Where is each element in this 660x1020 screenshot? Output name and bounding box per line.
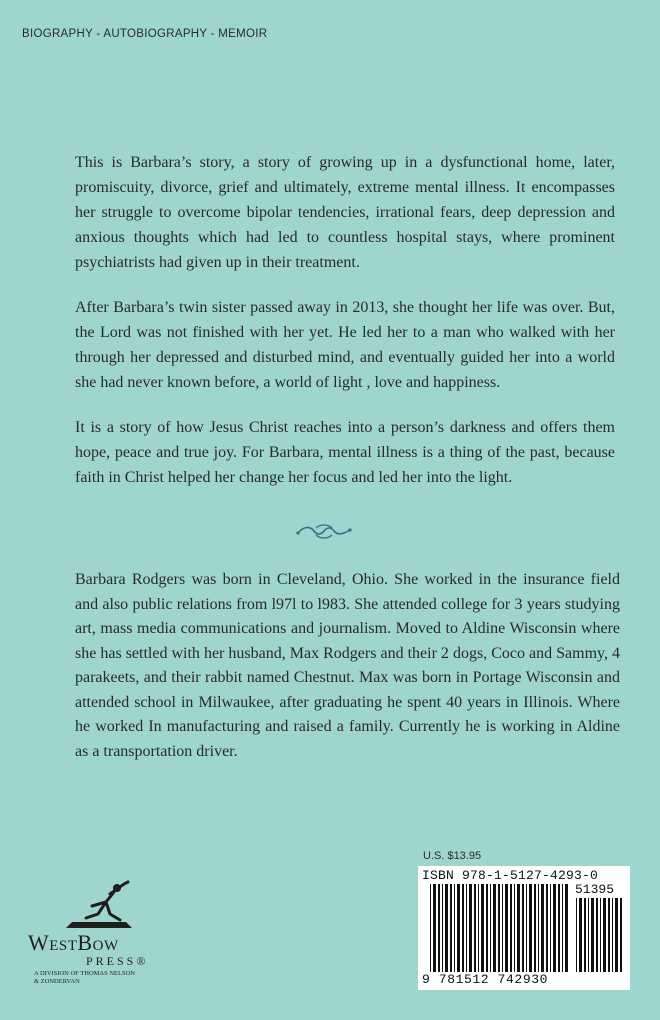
barcode-bar (546, 884, 548, 972)
barcode-bar (498, 884, 500, 972)
barcode-bar (558, 884, 560, 972)
barcode-bar (534, 884, 536, 972)
barcode-bar (445, 884, 448, 972)
author-bio (75, 568, 620, 764)
isbn-text: ISBN 978-1-5127-4293-0 (422, 868, 599, 883)
barcode-bar (600, 898, 601, 972)
barcode-bar (442, 884, 443, 972)
barcode-bar (474, 884, 476, 972)
barcode-bar (526, 884, 527, 972)
publisher-division-line-2: & ZONDERVAN (34, 978, 80, 985)
flourish-ornament-icon (294, 522, 354, 542)
blurb-paragraph-3: It is a story of how Jesus Christ reaches into a person’s darkness and offers them hope, peace and true joy. For Barbara, mental illness is a thing of the past, because faith in Christ helped her change her focus and led her into the light. (75, 419, 615, 486)
barcode-bar (433, 884, 436, 972)
barcode-bar (493, 884, 496, 972)
barcode-bar (550, 884, 551, 972)
price-addon-text: 51395 (575, 882, 615, 897)
price-label: U.S. $13.95 (423, 850, 482, 862)
barcode-bar (538, 884, 539, 972)
barcode-bar (596, 898, 598, 972)
barcode-bar (505, 884, 508, 972)
barcode-bar (615, 898, 618, 972)
barcode-bar (466, 884, 467, 972)
barcode-bar (462, 884, 464, 972)
barcode-bar (579, 898, 582, 972)
barcode-addon-bars (576, 898, 624, 972)
barcode-bar (469, 884, 472, 972)
barcode-bar (529, 884, 532, 972)
barcode-bar (450, 884, 452, 972)
blurb (75, 150, 615, 510)
publisher-division (34, 970, 174, 986)
barcode-bar (576, 898, 577, 972)
barcode-bar (481, 884, 484, 972)
barcode-bar (541, 884, 544, 972)
barcode-bar (584, 898, 586, 972)
isbn-barcode (418, 866, 630, 990)
barcode-bar (562, 884, 563, 972)
publisher-name: WestBow (28, 930, 119, 955)
ean-number-text: 9 781512 742930 (422, 972, 549, 987)
barcode-bar (514, 884, 515, 972)
barcode-bar (457, 884, 460, 972)
barcode-bar (603, 898, 606, 972)
barcode-bar (522, 884, 524, 972)
category-label: BIOGRAPHY - AUTOBIOGRAPHY - MEMOIR (22, 28, 268, 40)
barcode-bar (553, 884, 556, 972)
barcode-bar (438, 884, 440, 972)
barcode-bar (510, 884, 512, 972)
author-bio-text: Barbara Rodgers was born in Cleveland, Ohio. She worked in the insurance field and also public relations from l97l to l983. She attended college for 3 years studying art, mass media communications and journalism. Moved to Aldine Wisconsin where she has settled with her husband, Max Rodgers and their 2 dogs, Coco and Sammy, 4 parakeets, and their rabbit named Chestnut. Max was born in Portage Wisconsin and attended school in Milwaukee, after graduating he spent 40 years in Illinois. Where he worked In manufacturing and raised a family. Currently he is working in Aldine as a transportation driver. (75, 571, 620, 760)
barcode-bar (620, 898, 622, 972)
barcode-bar (454, 884, 455, 972)
barcode-bar (608, 898, 610, 972)
running-figure-logo-icon (62, 880, 136, 930)
barcode-main-bars (430, 884, 570, 972)
barcode-bar (591, 898, 594, 972)
barcode-bar (486, 884, 488, 972)
barcode-bar (430, 884, 431, 972)
barcode-bar (565, 884, 568, 972)
blurb-paragraph-2: After Barbara’s twin sister passed away in 2013, she thought her life was over. But, the Lord was not finished with her yet. He led her to a man who walked with her through her depressed and disturbed mind, and eventually guided her into a world she had never known before, a world of light , love and happiness. (75, 299, 615, 391)
publisher-press: PRESS® (86, 954, 149, 968)
barcode-bar (517, 884, 520, 972)
barcode-bar (502, 884, 503, 972)
barcode-bar (612, 898, 613, 972)
publisher-division-line-1: A DIVISION OF THOMAS NELSON (34, 970, 135, 977)
blurb-paragraph-1: This is Barbara’s story, a story of growing up in a dysfunctional home, later, promiscuity, divorce, grief and ultimately, extreme mental illness. It encompasses her struggle to overcome bipolar tendencies, irrational fears, deep depression and anxious thoughts which had led to countless hospital stays, where prominent psychiatrists had given up in their treatment. (75, 154, 615, 271)
publisher-logo (28, 880, 178, 1000)
barcode-bar (588, 898, 589, 972)
barcode-bar (478, 884, 479, 972)
barcode-bar (490, 884, 491, 972)
